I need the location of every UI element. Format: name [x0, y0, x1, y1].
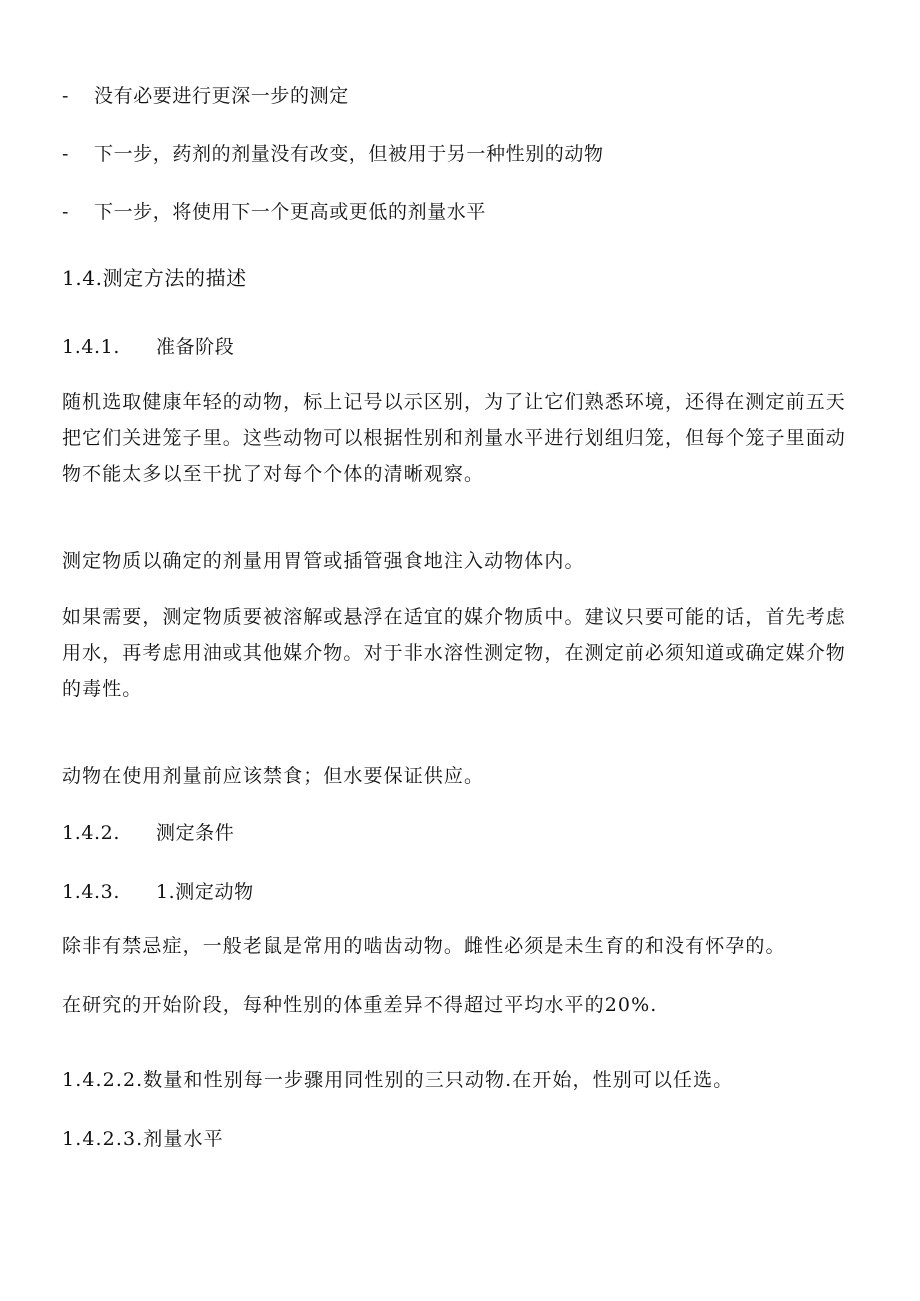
section-number: 1.4.2.: [62, 822, 120, 844]
paragraph-fasting: [62, 758, 858, 794]
section-heading-dose-level: [62, 1121, 858, 1157]
bullet-item-3: [62, 200, 486, 224]
bullet-text: 下一步，药剂的剂量没有改变，但被用于另一种性别的动物: [94, 143, 604, 165]
paragraph-rodent: [62, 928, 858, 964]
paragraph-line: 把它们关进笼子里。这些动物可以根据性别和剂量水平进行划组归笼，但每个笼子里面动: [62, 427, 846, 449]
paragraph-line: 动物在使用剂量前应该禁食；但水要保证供应。: [62, 765, 485, 787]
bullet-item-1: [62, 84, 349, 108]
paragraph-line: 除非有禁忌症，一般老鼠是常用的啮齿动物。雌性必须是未生育的和没有怀孕的。: [62, 935, 786, 957]
paragraph-weight: [62, 987, 858, 1023]
section-number: 1.4.: [62, 266, 103, 290]
paragraph-line: 测定物质以确定的剂量用胃管或插管强食地注入动物体内。: [62, 550, 585, 572]
paragraph-line: 随机选取健康年轻的动物，标上记号以示区别，为了让它们熟悉环境，还得在测定前五天: [62, 391, 846, 413]
section-heading-1-4-1: [62, 335, 234, 359]
paragraph-dosing: [62, 543, 858, 579]
section-title: 1.4.2.3.剂量水平: [62, 1128, 224, 1150]
bullet-text: 没有必要进行更深一步的测定: [94, 85, 349, 107]
section-title: 准备阶段: [155, 336, 235, 358]
paragraph-line: 的毒性。: [62, 678, 143, 700]
bullet-text: 下一步，将使用下一个更高或更低的剂量水平: [94, 201, 487, 223]
section-number: 1.4.3.: [62, 881, 120, 903]
bullet-dash: -: [62, 201, 70, 223]
section-title: 测定条件: [155, 822, 235, 844]
paragraph-line: 如果需要，测定物质要被溶解或悬浮在适宜的媒介物质中。建议只要可能的话，首先考虑: [62, 606, 846, 628]
paragraph-line: 用水，再考虑用油或其他媒介物。对于非水溶性测定物，在测定前必须知道或确定媒介物: [62, 642, 846, 664]
section-heading-1-4-2: [62, 821, 234, 845]
paragraph-line: 在研究的开始阶段，每种性别的体重差异不得超过平均水平的20%.: [62, 994, 658, 1016]
paragraph-preparation: [62, 384, 858, 492]
paragraph-line: 1.4.2.2.数量和性别每一步骤用同性别的三只动物.在开始，性别可以任选。: [62, 1069, 734, 1091]
paragraph-line: 物不能太多以至干扰了对每个个体的清晰观察。: [62, 463, 485, 485]
bullet-item-2: [62, 142, 604, 166]
section-heading-1-4-3: [62, 880, 254, 904]
section-heading-1-4: [62, 266, 247, 290]
section-title: 1.测定动物: [155, 881, 254, 903]
paragraph-number-sex: [62, 1062, 858, 1098]
section-title: 测定方法的描述: [102, 266, 247, 290]
bullet-dash: -: [62, 143, 70, 165]
section-number: 1.4.1.: [62, 336, 120, 358]
bullet-dash: -: [62, 85, 70, 107]
paragraph-vehicle: [62, 599, 858, 707]
